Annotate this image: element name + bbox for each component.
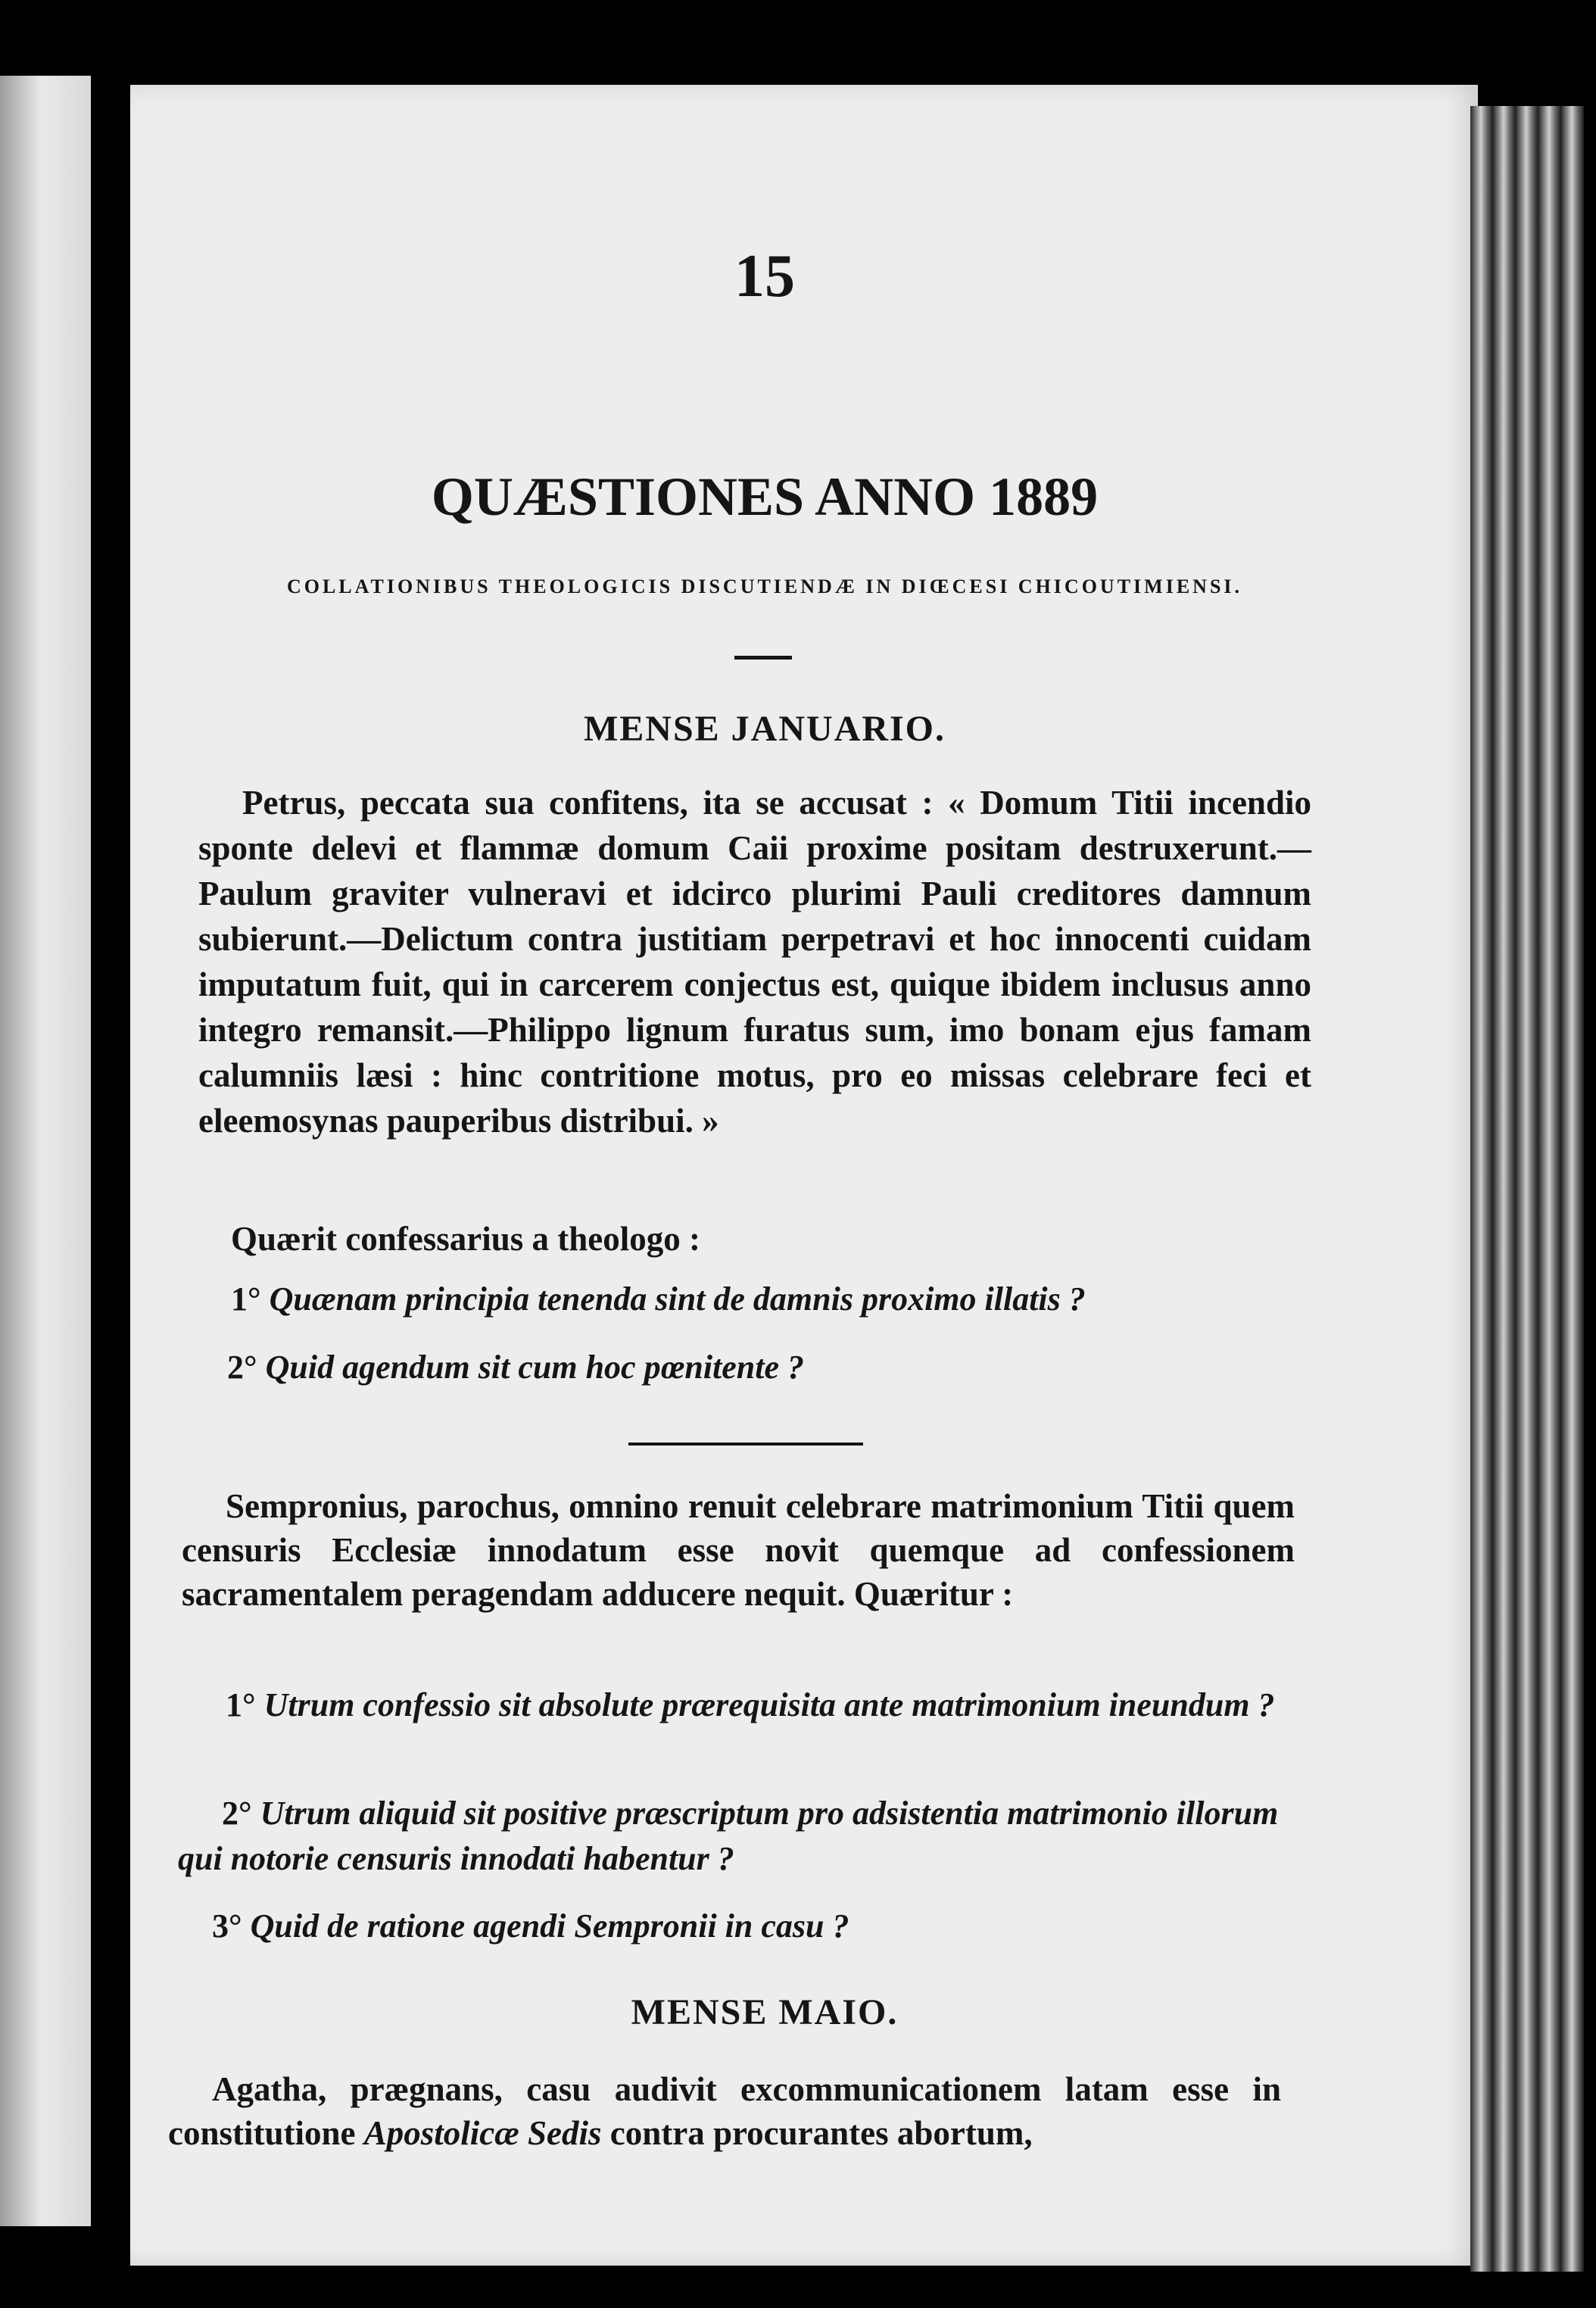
question-text: Utrum confessio sit absolute prærequisita ante matrimonium ineundum ? (263, 1686, 1275, 1723)
book-edge (1470, 106, 1584, 2272)
second-question-2 (178, 1791, 1291, 1882)
question-text: Quid de ratione agendi Sempronii in casu ? (250, 1907, 849, 1945)
question-text: Quænam principia tenenda sint de damnis proximo illatis ? (269, 1280, 1086, 1318)
january-question-intro: Quærit confessarius a theologo : (231, 1220, 700, 1258)
second-question-3 (212, 1907, 849, 1945)
may-text-start: Agatha, prægnans, casu audivit excommunicationem latam esse in constitutione (168, 2070, 1281, 2152)
january-case-paragraph: Petrus, peccata sua confitens, ita se accusat : « Domum Titii incendio sponte delevi et flammæ domum Caii proxime positam destruxerunt.—Paulum graviter vulneravi et idcirco plurimi Pauli creditores damnum subierunt.—Delictum contra justitiam perpetravi et hoc innocenti cuidam imputatum fuit, qui in carcerem conjectus est, quique ibidem inclusus anno integro remansit.—Philippo lignum furatus sum, imo bonam ejus famam calumniis læsi : hinc contritione motus, pro eo missas celebrare feci et eleemosynas pauperibus distribui. » (198, 784, 1311, 1140)
question-number: 2° (222, 1795, 252, 1832)
january-question-2 (227, 1348, 804, 1386)
document-subtitle: COLLATIONIBUS THEOLOGICIS DISCUTIENDÆ IN DIŒCESI CHICOUTIMIENSI. (286, 575, 1243, 597)
question-number: 1° (231, 1280, 261, 1318)
document-title: QUÆSTIONES ANNO 1889 (431, 466, 1099, 527)
question-number: 2° (227, 1349, 257, 1386)
question-number: 3° (212, 1907, 242, 1945)
january-question-1 (231, 1280, 1086, 1318)
page-number: 15 (734, 243, 795, 310)
second-case-paragraph: Sempronius, parochus, omnino renuit celebrare matrimonium Titii quem censuris Ecclesiæ innodatum esse novit quemque ad confessionem sacramentalem peragendam adducere nequit. Quæritur : (182, 1487, 1295, 1613)
question-text: Quid agendum sit cum hoc pœnitente ? (265, 1349, 805, 1386)
second-question-1 (182, 1683, 1295, 1728)
may-text-end: contra procurantes abortum, (609, 2114, 1033, 2152)
question-text: Utrum aliquid sit positive præscriptum pro adsistentia matrimonio illorum qui notorie censuris innodati habentur ? (178, 1795, 1279, 1877)
question-number: 1° (226, 1686, 256, 1723)
section-divider (628, 1442, 863, 1446)
previous-page-edge (0, 76, 91, 2226)
may-text-italic: Apostolicæ Sedis (363, 2114, 602, 2152)
section-heading-january: MENSE JANUARIO. (583, 709, 946, 749)
title-divider (734, 656, 792, 660)
may-case-paragraph (168, 2067, 1281, 2155)
section-heading-may: MENSE MAIO. (631, 1992, 899, 2032)
